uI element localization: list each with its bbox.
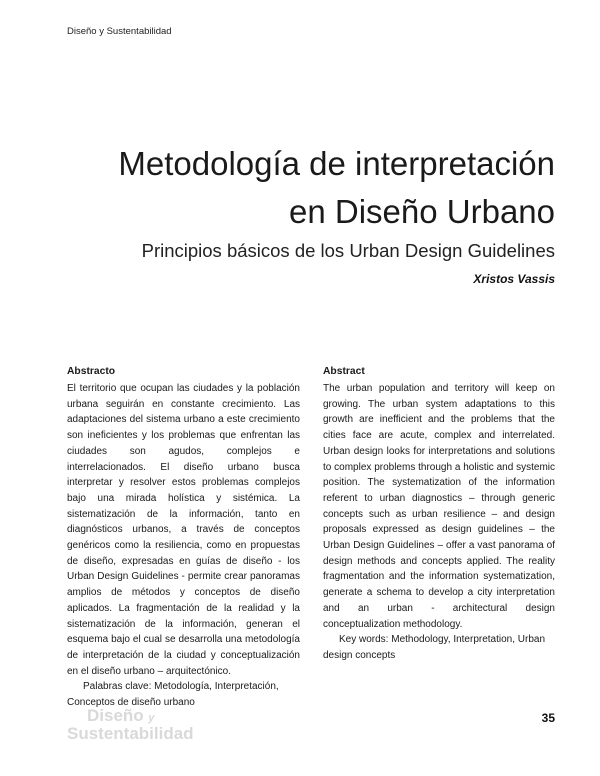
article-title-line2: en Diseño Urbano bbox=[289, 193, 555, 230]
article-subtitle: Principios básicos de los Urban Design Guidelines bbox=[141, 240, 555, 261]
abstract-section bbox=[323, 365, 555, 664]
page-number: 35 bbox=[541, 711, 555, 725]
abstract-heading: Abstract bbox=[323, 366, 365, 377]
journal-logo bbox=[67, 708, 194, 741]
abstracto-body: El territorio que ocupan las ciudades y la población urbana seguirán en constante crecimiento. Las adaptaciones del sistema urbano a este crecimiento son ineficientes y los problemas que enfrentan las ciudades son agudos, complejos e interrelacionados. El diseño urbano busca interpretar y resolver estos problemas complejos bajo una mirada holística y sistémica. La sistematización de la información, tanto en diagnósticos urbanos, a través de conceptos genéricos como la resiliencia, como en propuestas de diseño, expresadas en guías de diseño - los Urban Design Guidelines - permite crear panoramas amplios de métodos y conceptos de diseño aplicados. La fragmentación de la realidad y la sistematización de la información, generan el esquema bajo el cual se desarrolla una metodología de interpretación de la ciudad y conceptualización en el diseño urbano – arquitectónico. bbox=[67, 383, 300, 677]
abstract-body: The urban population and territory will keep on growing. The urban system adaptations to this growth are inefficient and the problems that the cities face are acute, complex and interrelated. Urban design looks for interpretations and solutions to complex problems through a holistic and systemic position. The systematization of the information referent to urban diagnostics – through generic concepts such as urban resilience – and design proposals expressed as design guidelines – the Urban Design Guidelines – offer a vast panorama of design methods and concepts applied. The reality fragmentation and the information systematization, generate a schema to develop a city interpretation and an urban - architectural design conceptualization methodology. bbox=[323, 383, 555, 630]
author-name: Xristos Vassis bbox=[473, 272, 555, 286]
running-head: Diseño y Sustentabilidad bbox=[67, 26, 172, 37]
abstracto-heading: Abstracto bbox=[67, 366, 116, 377]
abstract-keywords: Key words: Methodology, Interpretation, Urban design concepts bbox=[323, 634, 546, 661]
journal-logo-line2: Sustentabilidad bbox=[67, 724, 194, 743]
journal-logo-line1: Diseño y bbox=[87, 706, 155, 725]
article-title-line1: Metodología de interpretación bbox=[118, 145, 555, 182]
abstracto-keywords: Palabras clave: Metodología, Interpretación, Conceptos de diseño urbano bbox=[67, 681, 279, 709]
article-title bbox=[35, 140, 555, 236]
abstracto-section bbox=[67, 365, 300, 711]
